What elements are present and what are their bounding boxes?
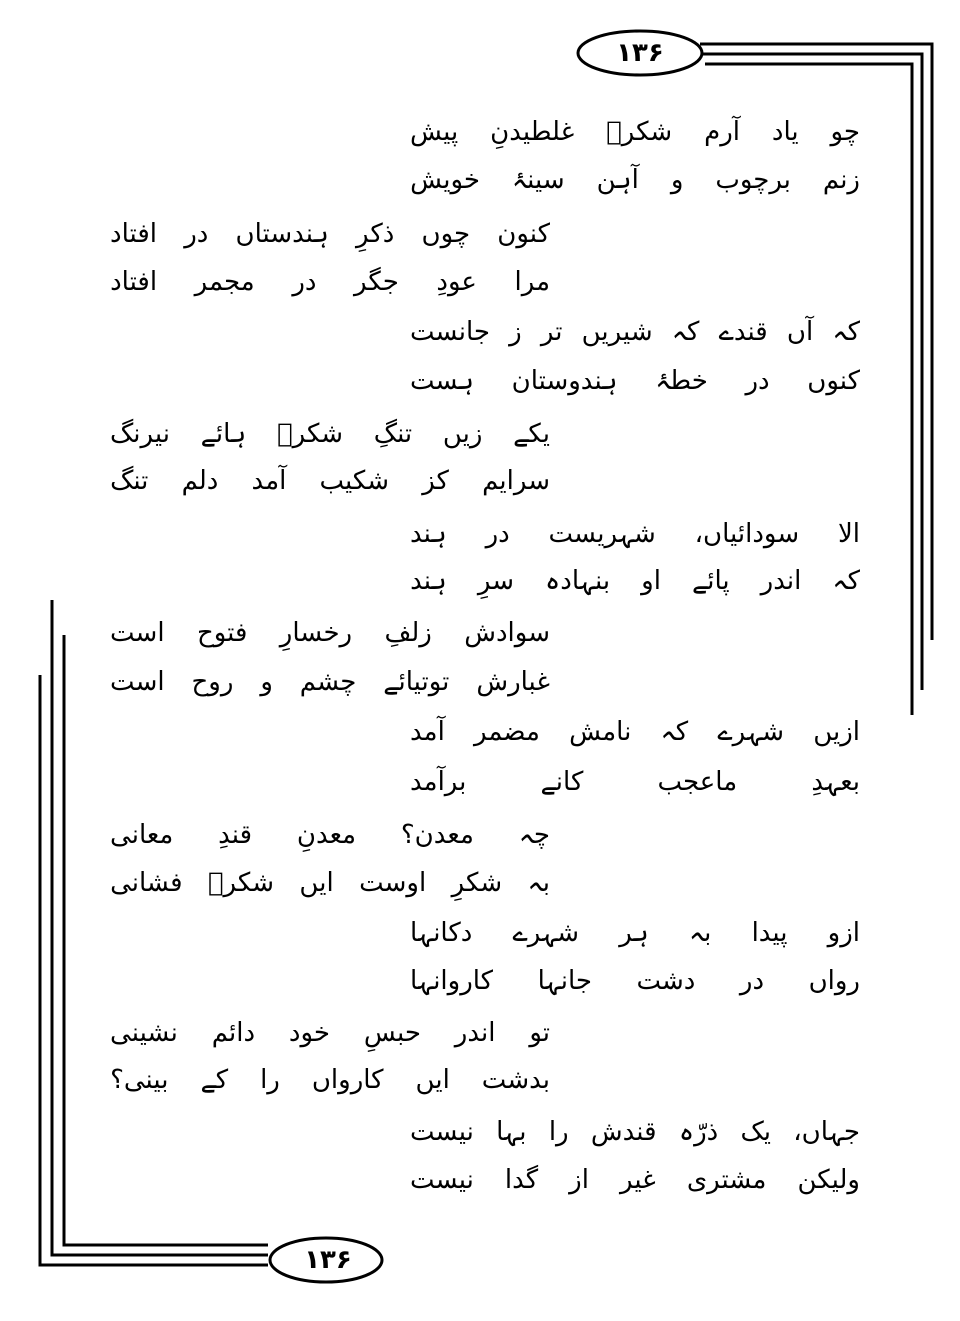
- verse-line: کہ اندر پائے او بنہادہ سرِ ہند: [410, 566, 860, 596]
- verse-line: ازیں شہرے کہ نامش مضمر آمد: [410, 717, 860, 747]
- verse-line: کنوں در خطۂ ہندوستان ہست: [410, 366, 860, 396]
- verse-line: چہ معدن؟ معدنِ قندِ معانی: [110, 820, 550, 850]
- page-number-top: ۱۳۶: [616, 38, 664, 68]
- verse-line: سرایم کز شکیب آمد دلم تنگ: [110, 466, 550, 496]
- verse-line: ولیکن مشتری غیر از گدا نیست: [410, 1165, 860, 1195]
- verse-line: ازو پیدا بہ ہر شہرے دکانہا: [410, 918, 860, 948]
- verse-line: زنم برچوب و آہن سینۂ خویش: [410, 165, 860, 195]
- verse-line: سوادش زلفِ رخسارِ فتوح است: [110, 618, 550, 648]
- verse-line: الا سودائیاں، شہریست در ہند: [410, 519, 860, 549]
- verse-line: یکے زیں تنگِ شکرؔ ہائے نیرنگ: [110, 419, 550, 449]
- verse-line: غبارش توتیائے چشم و روح است: [110, 667, 550, 697]
- verse-line: کنون چوں ذکرِ ہندستاں در افتاد: [110, 219, 550, 249]
- verse-line: بہ شکرِ اوست ایں شکرؔ فشانی: [110, 868, 550, 898]
- verse-line: بعہدِ ماعجب کانے برآمد: [410, 767, 860, 797]
- page-number-bottom: ۱۳۶: [304, 1245, 352, 1275]
- verse-line: رواں در دشت جانہا کاروانہا: [410, 966, 860, 996]
- verse-line: تو اندر حبسِ خود دائم نشینی: [110, 1018, 550, 1048]
- verse-line: بدشت ایں کارواں را کے بینی؟: [110, 1065, 550, 1095]
- verse-line: مرا عودِ جگر در مجمر افتاد: [110, 267, 550, 297]
- verse-line: کہ آں قندے کہ شیریں تر ز جانست: [410, 317, 860, 347]
- verse-line: جہاں، یک ذرّہ قندش را بہا نیست: [410, 1117, 860, 1147]
- verse-line: چو یاد آرم شکرؔ غلطیدنِ پیش: [410, 117, 860, 147]
